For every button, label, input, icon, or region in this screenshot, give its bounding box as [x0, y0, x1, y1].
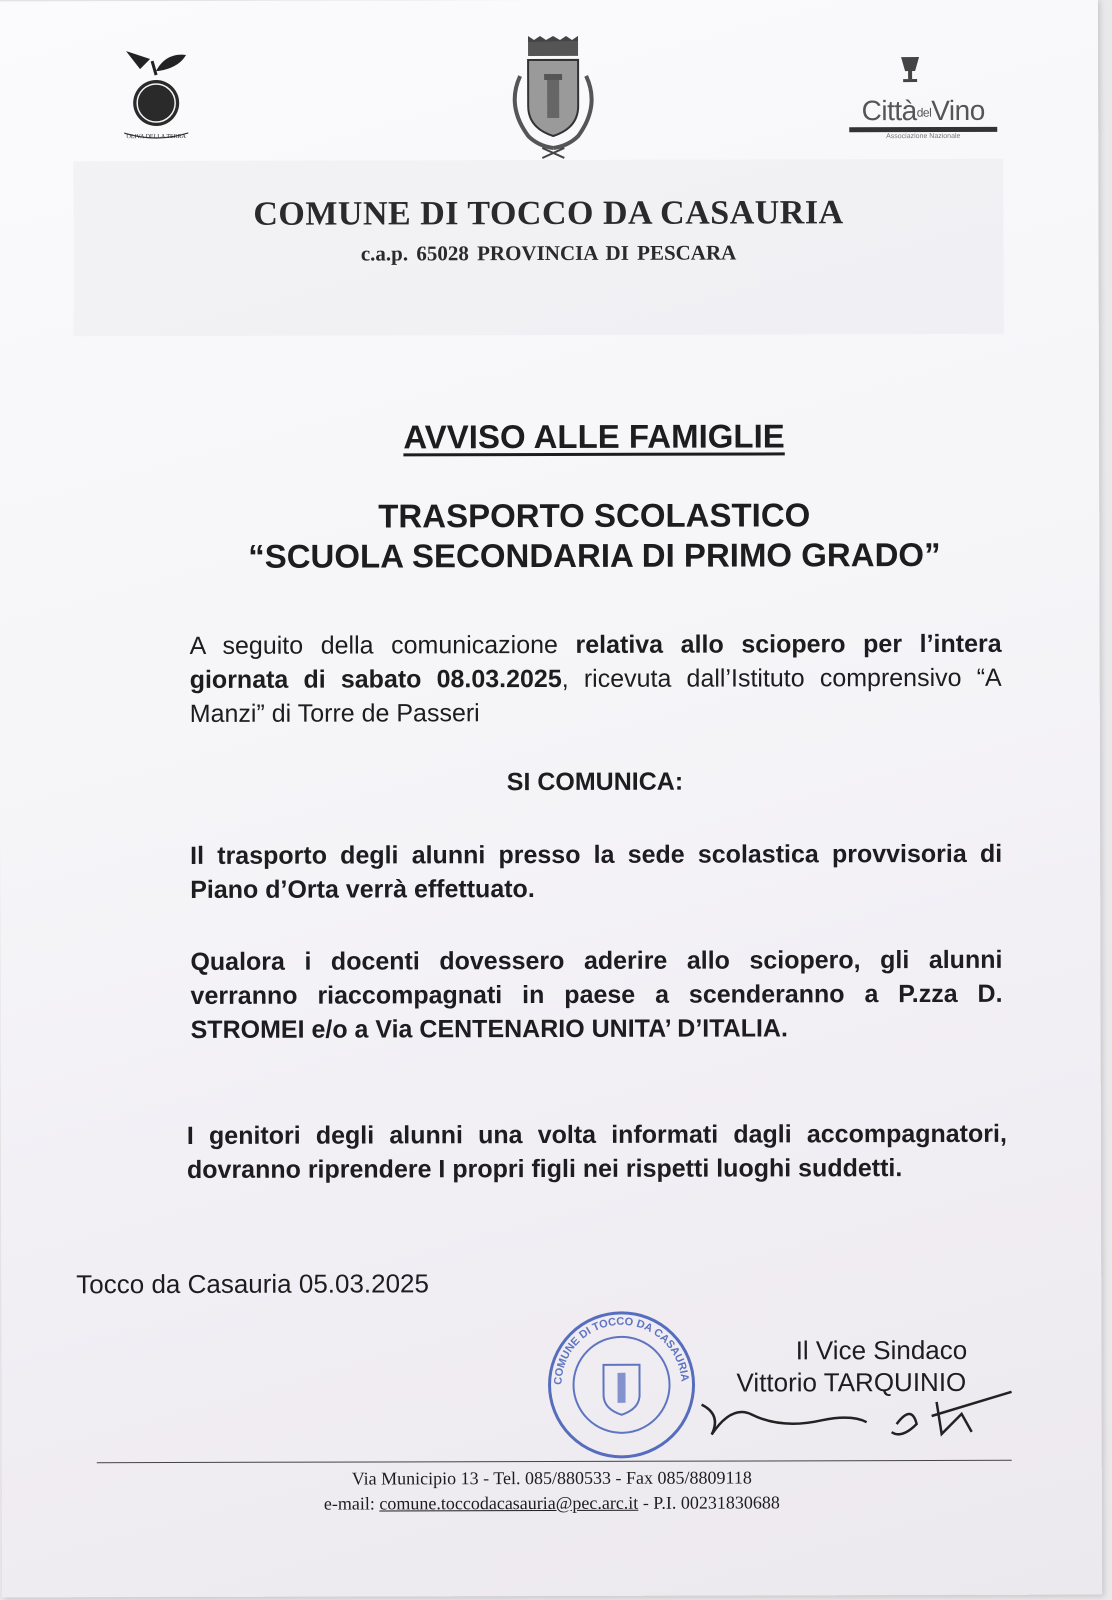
paragraph-transport: Il trasporto degli alunni presso la sede scolastica provvisoria di Piano d’Orta verrà effettuato. — [190, 839, 1003, 904]
paragraph-parents: I genitori degli alunni una volta informati dagli accompagnatori, dovranno riprendere I propri figli nei rispetti luoghi suddetti. — [186, 1119, 1007, 1184]
footer-contacts — [2, 1492, 1102, 1516]
footer-email-label: e-mail: — [323, 1493, 380, 1514]
postal-province-line: c.a.p. 65028 PROVINCIA DI PESCARA — [360, 240, 737, 266]
notice-subtitle — [0, 494, 1112, 577]
signer-name: Vittorio TARQUINIO — [736, 1366, 967, 1398]
vino-sub-text: Associazione Nazionale — [849, 127, 997, 140]
paragraph-intro — [190, 627, 1002, 731]
intro-text-bold: relativa allo sciopero per l’intera giornata di sabato 08.03.2025 — [189, 629, 1002, 694]
vino-brand-text: CittàdelVino — [861, 94, 985, 127]
municipal-crest-icon — [498, 36, 608, 161]
footer-email-link[interactable]: comune.toccodacasauria@pec.arc.it — [379, 1492, 639, 1514]
place-date: Tocco da Casauria 05.03.2025 — [76, 1268, 430, 1300]
official-stamp-icon — [541, 1305, 701, 1465]
municipality-title: COMUNE DI TOCCO DA CASAURIA — [253, 194, 844, 233]
footer-vat: - P.I. 00231830688 — [638, 1492, 780, 1513]
signer-role: Il Vice Sindaco — [795, 1334, 968, 1366]
olive-logo-icon — [118, 41, 208, 151]
logo-motto: OLIVA DELLA TERRA — [126, 133, 187, 141]
paragraph-strike: Qualora i docenti dovessero aderire allo sciopero, gli alunni verranno riaccompagnati in paese a scenderanno a P.zza D. STROMEI e/o a Via CENTENARIO UNITA’ D’ITALIA. — [190, 945, 1003, 1044]
intro-text-c: , ricevuta dall’Istituto comprensivo “A Manzi” di Torre de Passeri — [189, 663, 1002, 728]
notice-title: AVVISO ALLE FAMIGLIE — [403, 417, 785, 456]
citta-del-vino-logo — [843, 49, 1003, 149]
notice-subtitle-line2: “SCUOLA SECONDARIA DI PRIMO GRADO” — [248, 535, 941, 575]
wine-glass-icon — [895, 49, 925, 83]
handwritten-signature-icon — [692, 1384, 1032, 1455]
svg-text:COMUNE DI TOCCO DA CASAURIA: COMUNE DI TOCCO DA CASAURIA — [552, 1315, 691, 1386]
intro-text-a: A seguito della comunicazione — [189, 630, 576, 660]
footer-address: Via Municipio 13 - Tel. 085/880533 - Fax 085/8809118 — [351, 1467, 752, 1489]
notice-subtitle-line1: TRASPORTO SCOLASTICO — [378, 496, 811, 535]
announce-heading: SI COMUNICA: — [506, 767, 684, 797]
